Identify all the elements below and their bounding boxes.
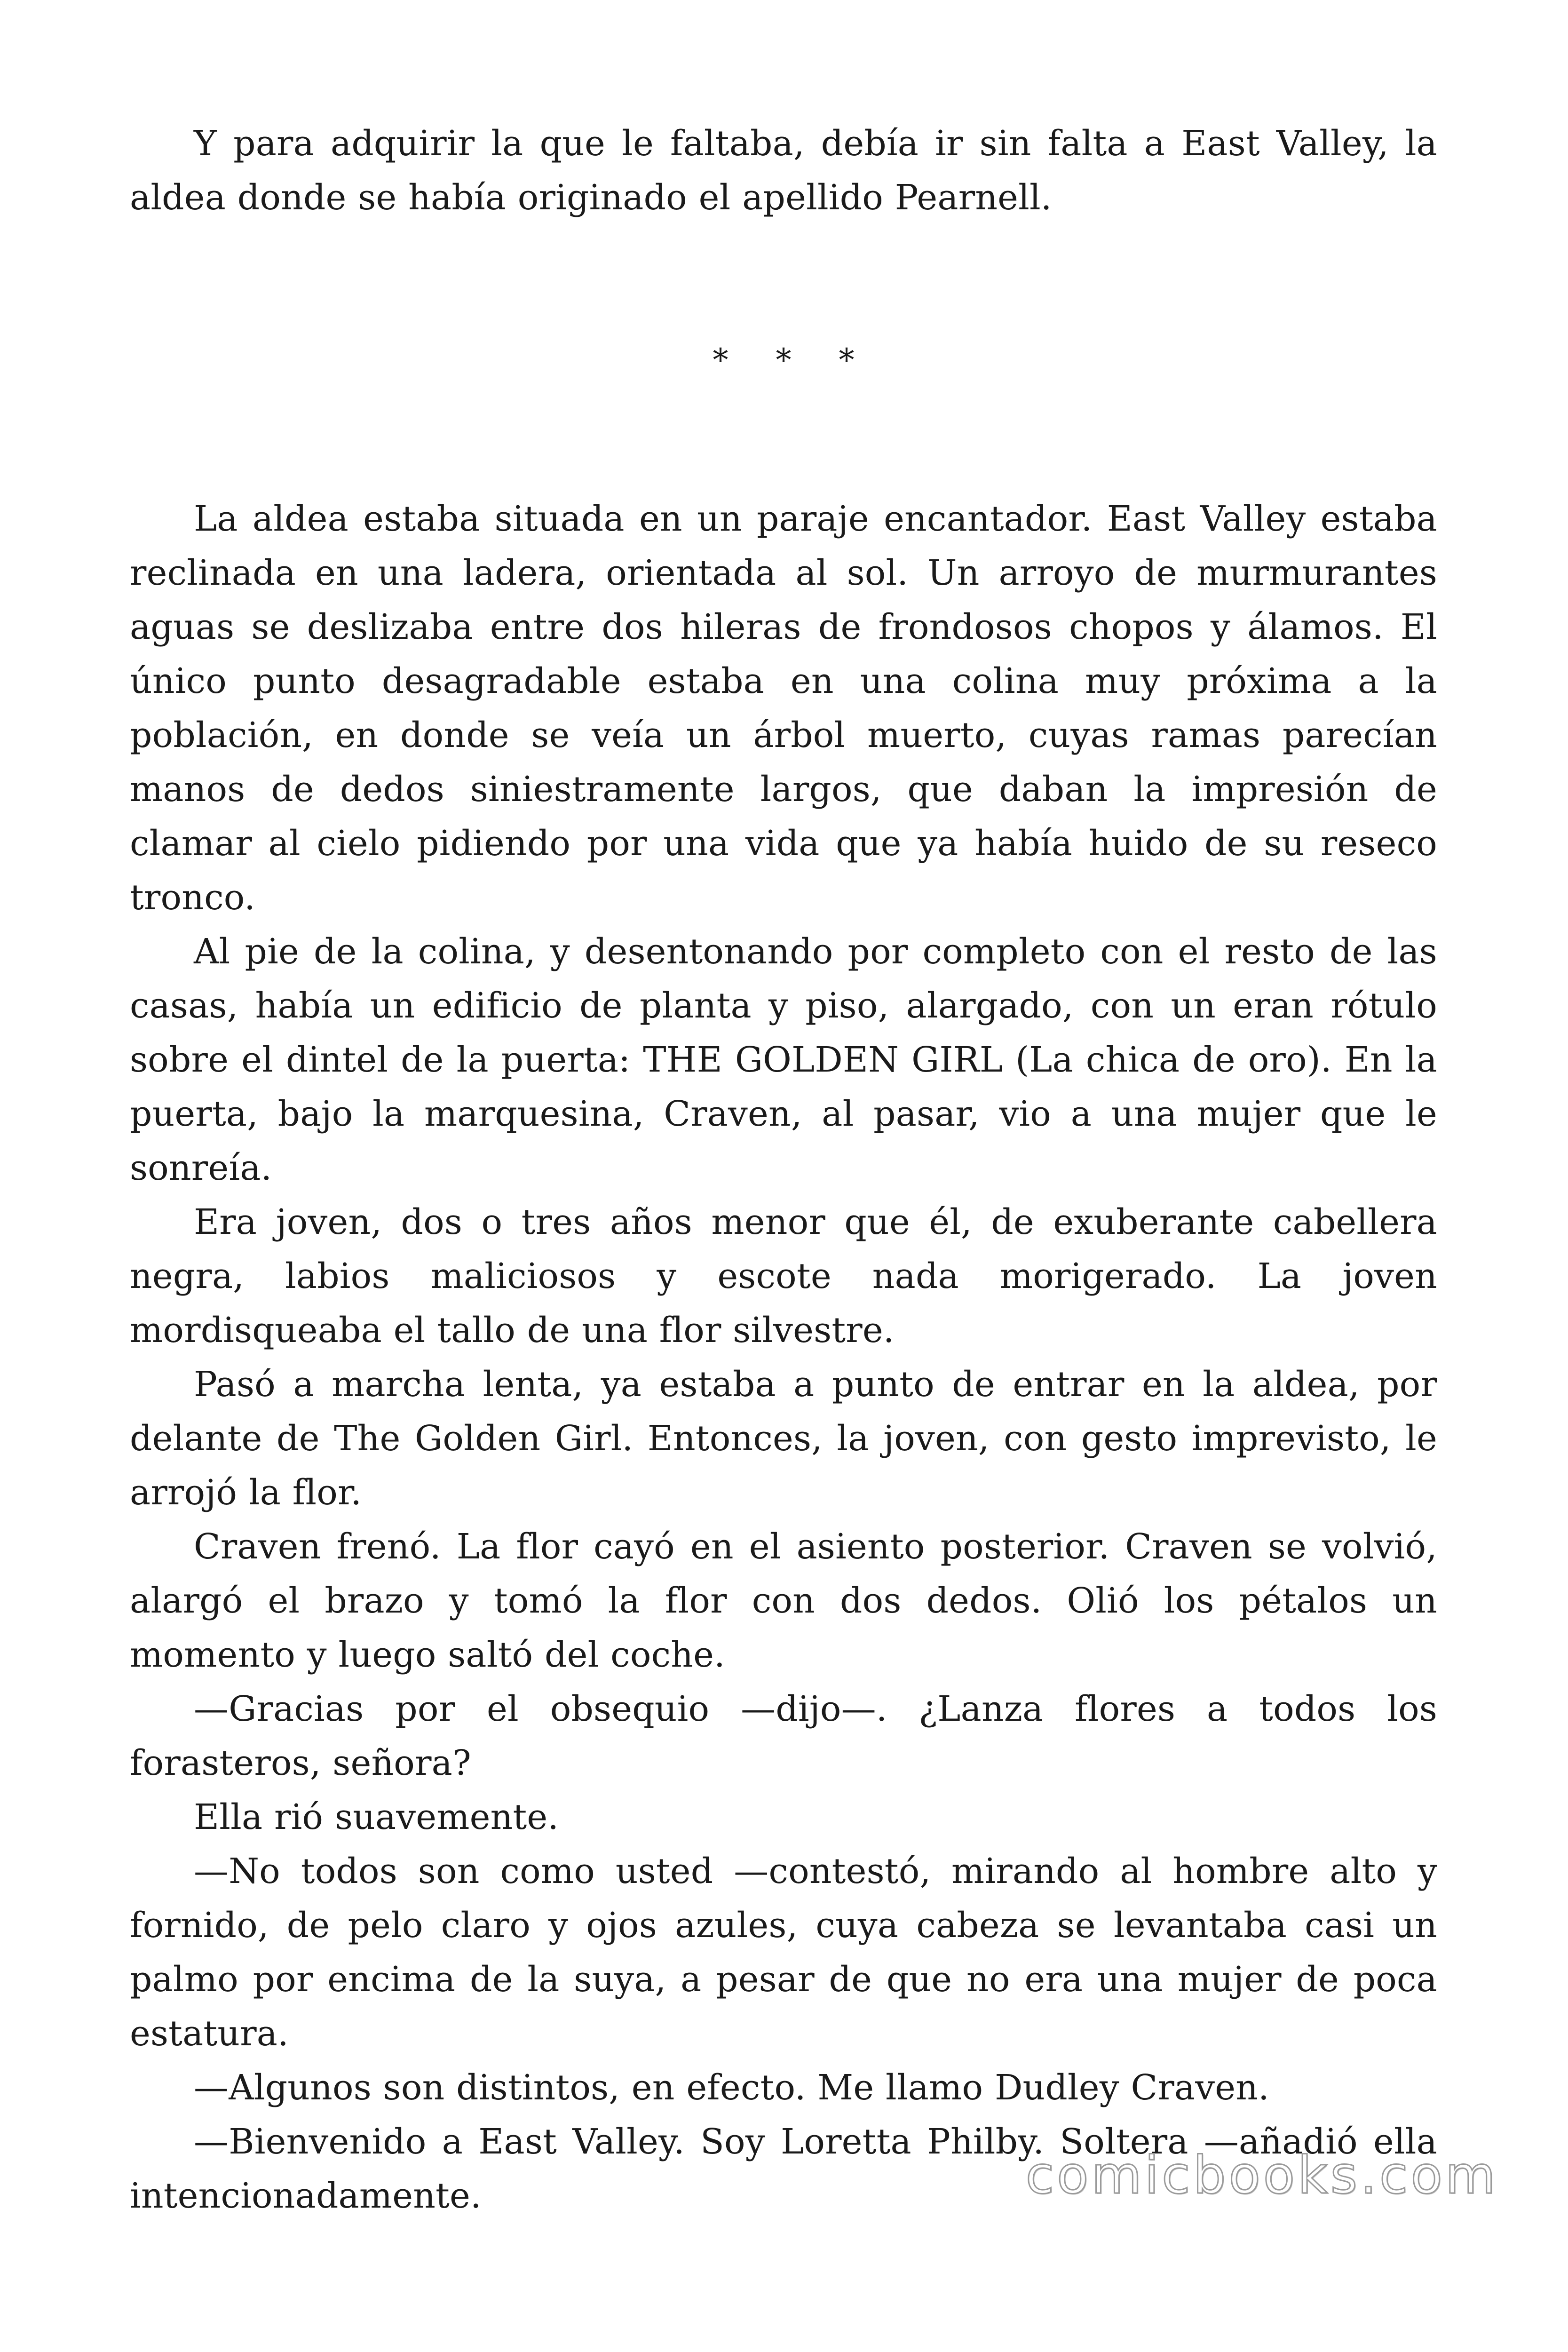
paragraph-intro: Y para adquirir la que le faltaba, debía ir sin falta a East Valley, la aldea donde se había originado el apellido Pearnell. bbox=[130, 123, 1437, 218]
paragraph-dialogue-not-all: —No todos son como usted —contestó, mirando al hombre alto y fornido, de pelo claro y ojos azules, cuya cabeza se levantaba casi un palmo por encima de la suya, a pesar de que no era una mujer de poca estatura. bbox=[130, 1851, 1437, 2054]
paragraph-dialogue-thanks: —Gracias por el obsequio —dijo—. ¿Lanza flores a todos los forasteros, señora? bbox=[130, 1689, 1437, 1783]
paragraph-village: La aldea estaba situada en un paraje encantador. East Valley estaba reclinada en una ladera, orientada al sol. Un arroyo de murmurantes aguas se deslizaba entre dos hileras de frondosos chopos y álamos. El único punto desagradable estaba en una colina muy próxima a la población, en donde se veía un árbol muerto, cuyas ramas parecían manos de dedos siniestramente largos, que daban la impresión de clamar al cielo pidiendo por una vida que ya había huido de su reseco tronco. bbox=[130, 499, 1437, 918]
paragraph-dialogue-welcome: —Bienvenido a East Valley. Soy Loretta Philby. Soltera —añadió ella intencionadamente. bbox=[130, 2122, 1437, 2216]
paragraph-golden-girl: Al pie de la colina, y desentonando por completo con el resto de las casas, había un edificio de planta y piso, alargado, con un eran rótulo sobre el dintel de la puerta: THE GOLDEN GIRL (La chica de oro). En la puerta, bajo la marquesina, Craven, al pasar, vio a una mujer que le sonreía. bbox=[130, 931, 1437, 1188]
paragraph-dialogue-name: —Algunos son distintos, en efecto. Me llamo Dudley Craven. bbox=[194, 2067, 1269, 2108]
paragraph-craven-stops: Craven frenó. La flor cayó en el asiento posterior. Craven se volvió, alargó el brazo y tomó la flor con dos dedos. Olió los pétalos un momento y luego saltó del coche. bbox=[130, 1526, 1437, 1675]
watermark-logo: comicbooks.com bbox=[1025, 2145, 1498, 2205]
scene-break: * * * bbox=[713, 342, 873, 378]
paragraph-flower-thrown: Pasó a marcha lenta, ya estaba a punto de entrar en la aldea, por delante de The Golden Girl. Entonces, la joven, con gesto imprevisto, le arrojó la flor. bbox=[130, 1364, 1437, 1513]
paragraph-she-laughs: Ella rió suavemente. bbox=[194, 1797, 559, 1837]
page-body bbox=[130, 117, 1437, 2223]
paragraph-young-woman: Era joven, dos o tres años menor que él, de exuberante cabellera negra, labios maliciosos y escote nada morigerado. La joven mordisqueaba el tallo de una flor silvestre. bbox=[130, 1202, 1437, 1351]
